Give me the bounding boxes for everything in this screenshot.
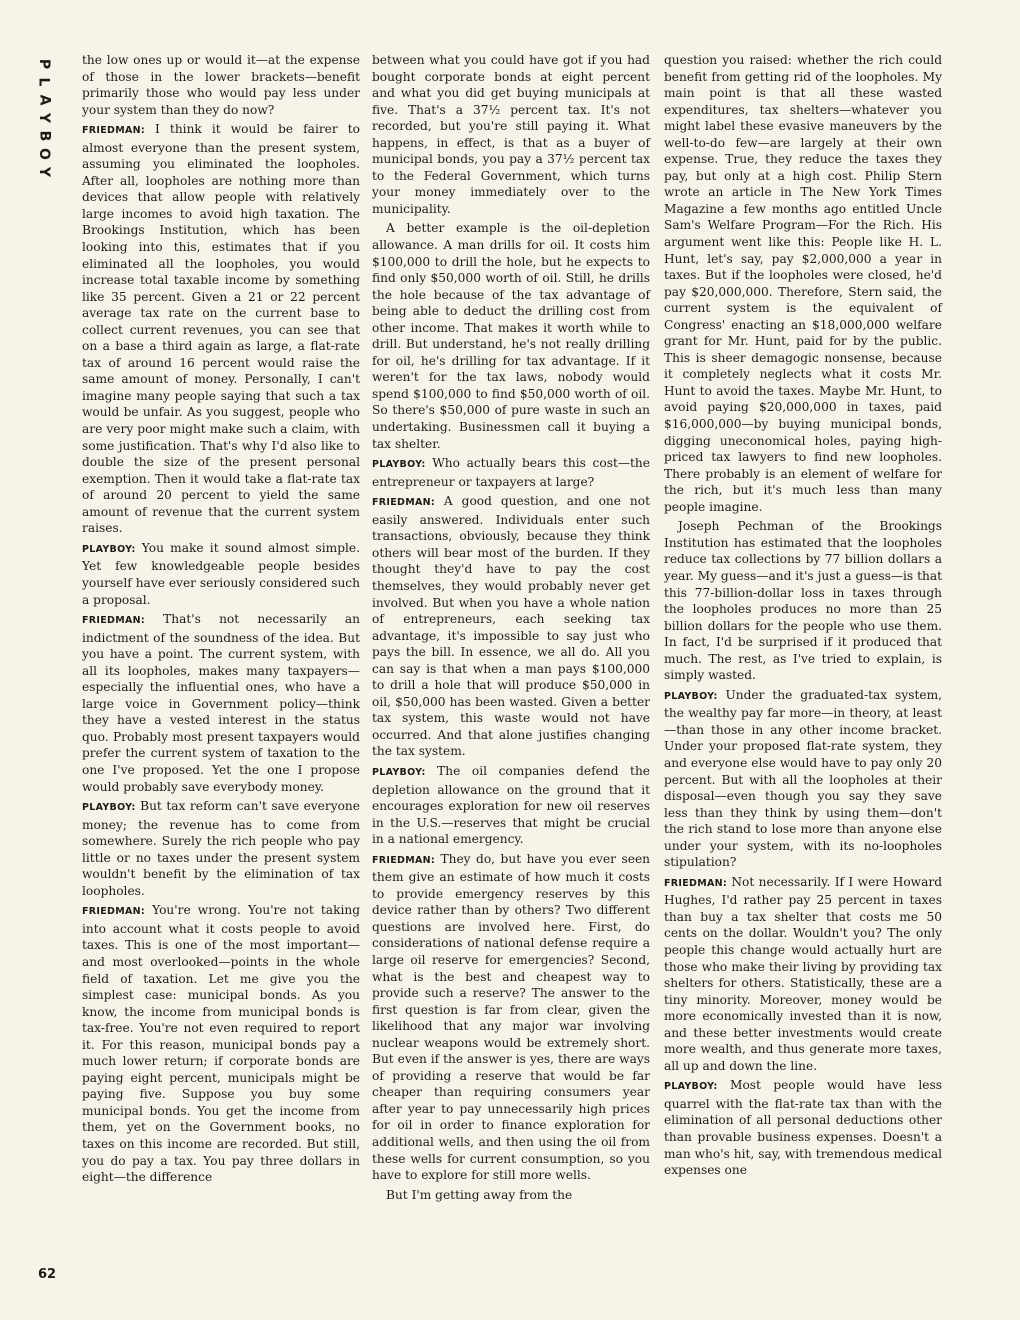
paragraph xyxy=(664,52,942,515)
speaker-label: PLAYBOY: xyxy=(82,802,136,814)
speaker-label: FRIEDMAN: xyxy=(372,497,435,509)
paragraph xyxy=(664,874,942,1075)
speaker-label: FRIEDMAN: xyxy=(664,877,727,889)
paragraph-text: But tax reform can't save everyone money; the revenue has to come from somewhere. Surely the rich people who pay little or no taxes under the present system wouldn't benefit by the elimination of tax loopholes. xyxy=(82,799,360,898)
paragraph-text: A better example is the oil-depletion allowance. A man drills for oil. It costs him $100,000 to drill the hole, but he expects to find only $50,000 worth of oil. Still, he drills the hole because of the tax advantage of being able to deduct the drilling cost from other income. That makes it worth while to drill. But understand, he's not really drilling for oil, he's drilling for tax advantage. If it weren't for the tax laws, nobody would spend $100,000 to find $50,000 worth of oil. So there's $50,000 of pure waste in such an undertaking. Businessmen call it buying a tax shelter. xyxy=(372,221,650,451)
paragraph xyxy=(372,52,650,217)
paragraph xyxy=(372,851,650,1184)
paragraph xyxy=(372,455,650,490)
paragraph xyxy=(82,902,360,1185)
paragraph-text: Joseph Pechman of the Brookings Institution has estimated that the loopholes reduce tax collections by 77 billion dollars a year. My guess—and it's just a guess—is that this 77-billion-dollar loss in taxes through the loopholes produces no more than 25 billion dollars for the people who use them. In fact, I'd be surprised if it produced that much. The rest, as I've tried to explain, is simply wasted. xyxy=(664,519,942,683)
logo-letter: O xyxy=(35,148,52,160)
logo-letter: Y xyxy=(35,112,52,124)
paragraph xyxy=(372,220,650,452)
paragraph-text: Not necessarily. If I were Howard Hughes, I'd rather pay 25 percent in taxes than buy a tax shelter that costs me 50 cents on the dollar. Wouldn't you? The only people this change would actually hurt are those who make their living by providing tax shelters for others. Statistically, these are a tiny minority. Moreover, money would be more economically invested than it is now, and these better investments would create more wealth, and thus generate more taxes, all up and down the line. xyxy=(664,874,943,1073)
text-column-2 xyxy=(372,52,650,1206)
logo-letter: A xyxy=(35,94,52,106)
paragraph-text: You're wrong. You're not taking into account what it costs people to avoid taxes. This is one of the most important—and most overlooked—points in the whole field of taxation. Let me give you the simplest case: municipal bonds. As you know, the income from municipal bonds is tax-free. You're not even required to report it. For this reason, municipal bonds pay a much lower return; if corporate bonds are paying eight percent, municipals might be paying five. Suppose you buy some municipal bonds. You get the income from them, yet on the Government books, no taxes on this income are recorded. But still, you do pay a tax. You pay three dollars in eight—the difference xyxy=(82,903,361,1185)
paragraph-text: A good question, and one not easily answered. Individuals enter such transactions, obviously, because they think others will bear most of the burden. If they thought they'd have to pay the cost themselves, they would probably never get involved. But when you have a whole nation of entrepreneurs, each seeking tax advantage, it's impossible to say just who pays the bill. In essence, we all do. All you can say is that when a man pays $100,000 to drill a hole that will produce $50,000 in oil, $50,000 has been wasted. Given a better tax system, this waste would not have occurred. And that alone justifies changing the tax system. xyxy=(372,494,651,759)
paragraph xyxy=(82,611,360,795)
speaker-label: FRIEDMAN: xyxy=(82,615,145,627)
paragraph xyxy=(664,1077,942,1178)
paragraph-text: That's not necessarily an indictment of the soundness of the idea. But you have a point. The current system, with all its loopholes, makes many taxpayers—especially the influential ones, who have a large voice in Government policy—think they have a vested interest in the status quo. Probably most present taxpayers would prefer the current system of taxation to the one I've proposed. Yet the one I propose would probably save everybody money. xyxy=(82,612,360,794)
page-number: 62 xyxy=(38,1267,57,1282)
speaker-label: PLAYBOY: xyxy=(372,459,426,471)
speaker-label: FRIEDMAN: xyxy=(372,854,435,866)
speaker-label: FRIEDMAN: xyxy=(82,125,145,137)
speaker-label: PLAYBOY: xyxy=(664,1081,718,1093)
paragraph xyxy=(664,518,942,683)
paragraph-text: I think it would be fairer to almost everyone than the present system, assuming you eliminated the loopholes. After all, loopholes are nothing more than devices that allow people with relatively large incomes to avoid high taxation. The Brookings Institution, which has been looking into this, estimates that if you eliminated all the loopholes, you would increase total taxable income by something like 35 percent. Given a 21 or 22 percent average tax rate on the current base to collect current revenues, you can see that on a base a third again as large, a flat-rate tax of around 16 percent would raise the same amount of money. Personally, I can't imagine many people saying that such a tax would be unfair. As you suggest, people who are very poor might make such a claim, with some justification. That's why I'd also like to double the size of the present personal exemption. Then it would take a flat-rate tax of around 20 percent to yield the same amount of revenue that the current system raises. xyxy=(82,122,360,536)
paragraph xyxy=(82,540,360,608)
speaker-label: PLAYBOY: xyxy=(372,766,426,778)
speaker-label: FRIEDMAN: xyxy=(82,906,145,918)
speaker-label: PLAYBOY: xyxy=(82,543,136,555)
paragraph xyxy=(372,763,650,848)
text-column-1 xyxy=(82,52,360,1189)
paragraph-text: They do, but have you ever seen them give an estimate of how much it costs to provide emergency reserves by this device rather than by others? Two different questions are involved here. First, do considerations of national defense require a large oil reserve for emergencies? Second, what is the best and cheapest way to provide such a reserve? The answer to the first question is far from clear, given the likelihood that any major war involving nuclear weapons would be extremely short. But even if the answer is yes, there are ways of providing a reserve that would be far cheaper than requiring consumers year after year to pay unnecessarily high prices for oil in order to finance exploration for additional wells, and then using the oil from these wells for current consumption, so you have to explore for still more wells. xyxy=(372,851,650,1183)
logo-letter: Y xyxy=(35,166,52,178)
paragraph-text: between what you could have got if you had bought corporate bonds at eight percent and what you did get buying municipals at five. That's a 37½ percent tax. It's not recorded, but you're still paying it. What happens, in effect, is that as a buyer of municipal bonds, you pay a 37½ percent tax to the Federal Government, which turns your money immediately over to the municipality. xyxy=(372,53,650,216)
paragraph xyxy=(82,121,360,537)
logo-letter: P xyxy=(35,58,52,70)
paragraph-text: Most people would have less quarrel with the flat-rate tax than with the elimination of all personal deductions other than provable business expenses. Doesn't a man who's hit, say, with tremendous medical expenses one xyxy=(664,1078,942,1178)
paragraph-text: The oil companies defend the depletion allowance on the ground that it encourages exploration for new oil reserves in the U.S.—reserves that might be crucial in a national emergency. xyxy=(372,763,651,847)
paragraph-text: the low ones up or would it—at the expense of those in the lower brackets—benefit primarily those who would pay less under your system than they do now? xyxy=(82,53,360,117)
text-column-3 xyxy=(664,52,942,1182)
speaker-label: PLAYBOY: xyxy=(664,690,718,702)
paragraph-text: But I'm getting away from the xyxy=(386,1187,573,1202)
paragraph xyxy=(372,493,650,760)
paragraph-text: Under the graduated-tax system, the wealthy pay far more—in theory, at least—than those in any other income bracket. Under your proposed flat-rate system, they and everyone else would have to pay only 20 percent. But with all the loopholes at their disposal—even though you say they save less than they think by using them—don't the rich stand to lose more than anyone else under your system, with its no-loopholes stipulation? xyxy=(664,687,942,870)
magazine-logo-vertical xyxy=(35,55,52,181)
paragraph-text: question you raised: whether the rich could benefit from getting rid of the loopholes. My main point is that all these wasted expenditures, tax shelters—whatever you might label these evasive maneuvers by the well-to-do few—are largely at their own expense. True, they reduce the taxes they pay, but only at a high cost. Philip Stern wrote an article in The New York Times Magazine a few months ago entitled Uncle Sam's Welfare Program—For the Rich. His argument went like this: People like H. L. Hunt, let's say, pay $2,000,000 a year in taxes. But if the loopholes were closed, he'd pay $20,000,000. Therefore, Stern said, the current system is the equivalent of Congress' enacting an $18,000,000 welfare grant for Mr. Hunt, paid for by the public. This is sheer demagogic nonsense, because it completely neglects what it costs Mr. Hunt to avoid the taxes. Maybe Mr. Hunt, to avoid paying $20,000,000 in taxes, paid $16,000,000—by buying municipal bonds, digging uneconomical holes, paying high-priced tax lawyers to find new loopholes. There probably is an element of welfare for the rich, but it's much less than many people imagine. xyxy=(664,53,942,514)
paragraph xyxy=(82,52,360,118)
paragraph xyxy=(82,798,360,899)
paragraph-text: Who actually bears this cost—the entrepreneur or taxpayers at large? xyxy=(372,456,650,489)
paragraph xyxy=(664,687,942,871)
logo-letter: L xyxy=(35,77,52,87)
logo-letter: B xyxy=(35,130,52,142)
paragraph-text: You make it sound almost simple. Yet few knowledgeable people besides yourself have ever seriously considered such a proposal. xyxy=(82,540,361,607)
paragraph xyxy=(372,1187,650,1204)
